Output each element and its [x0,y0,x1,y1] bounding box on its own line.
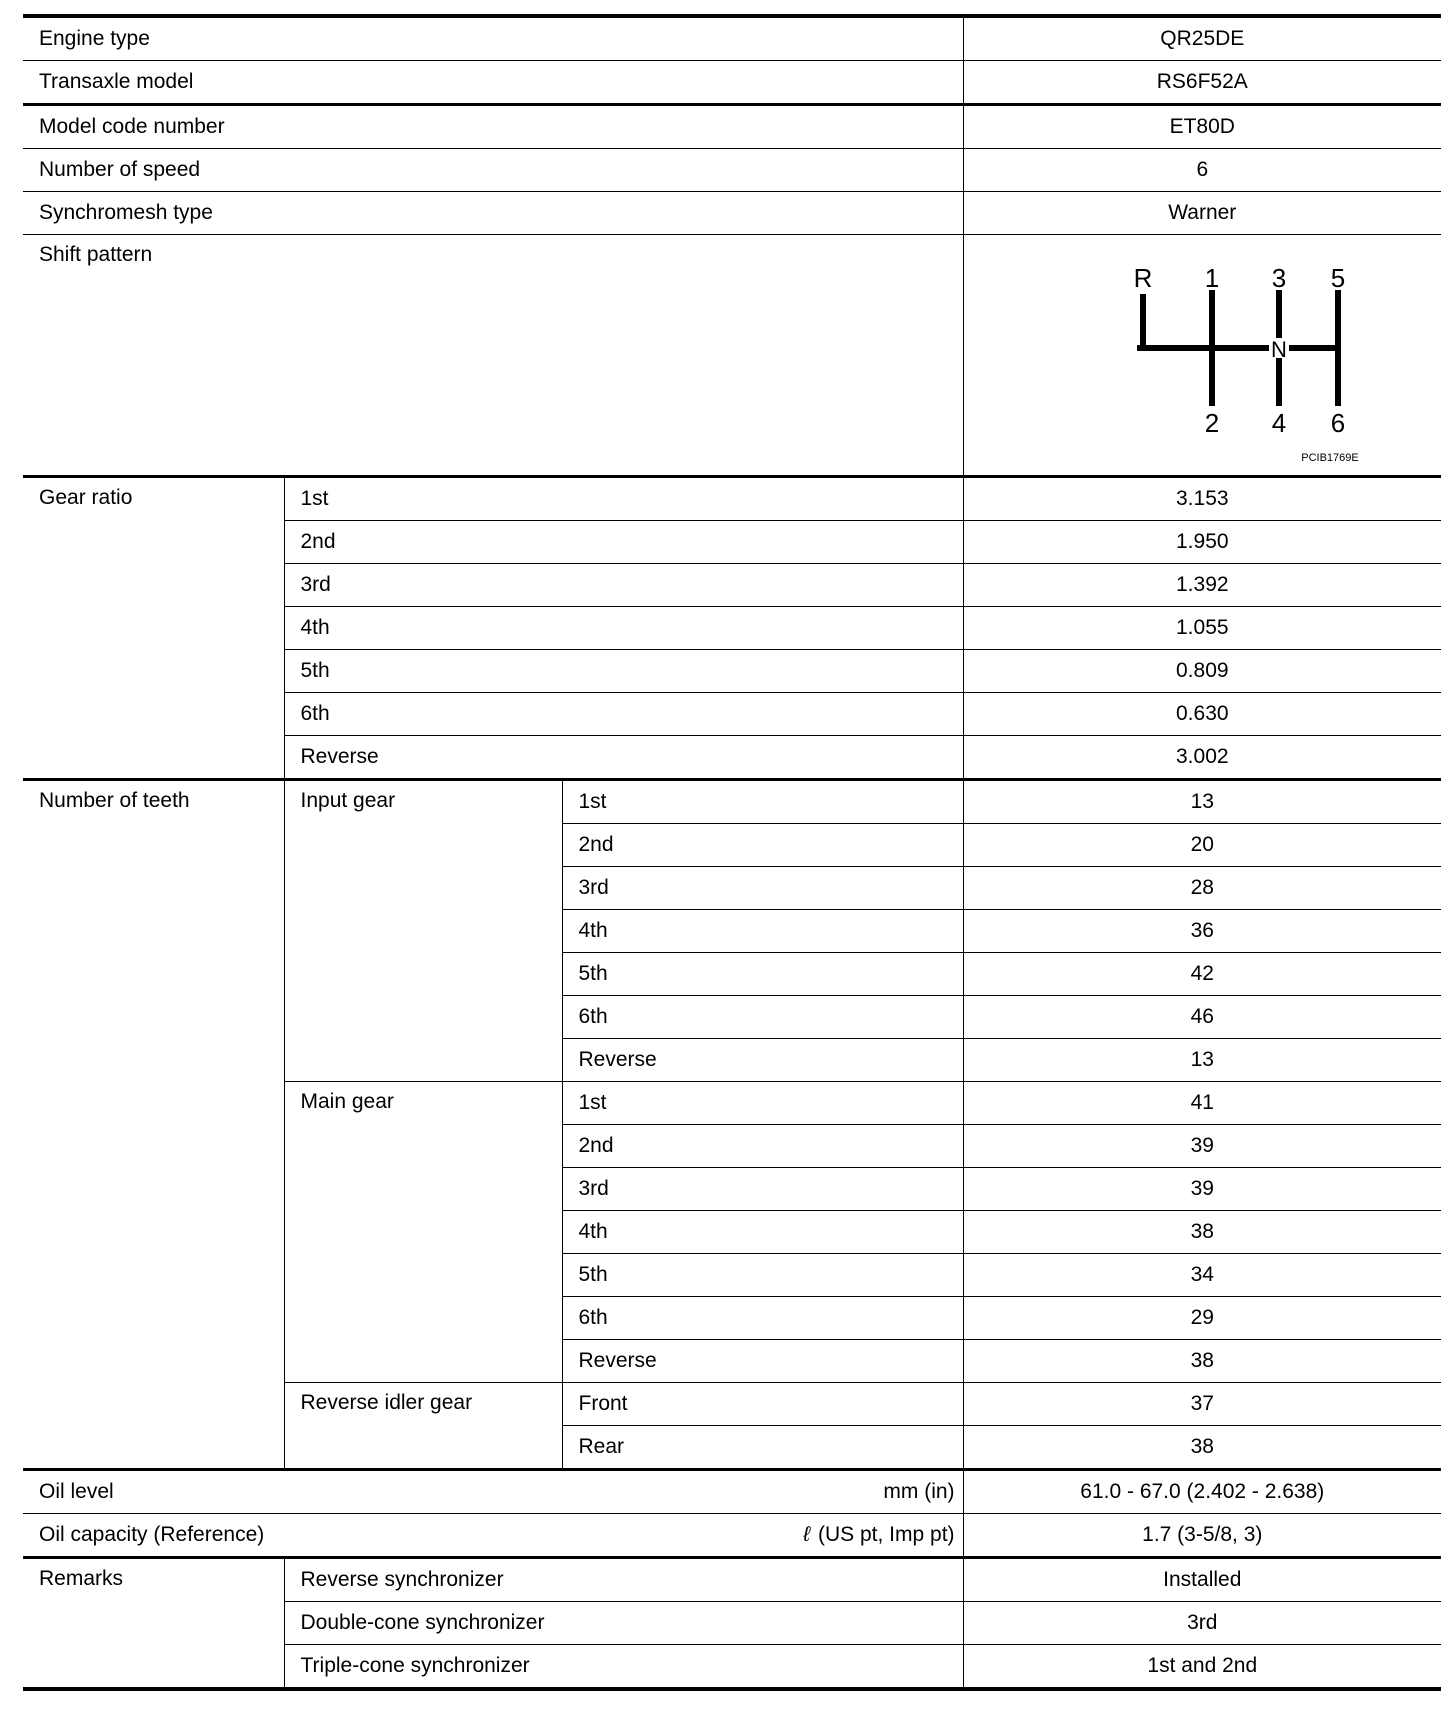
oil-level-value: 61.0 - 67.0 (2.402 - 2.638) [963,1470,1441,1514]
shift-label-2: 2 [1205,408,1220,438]
specifications-table [23,14,1441,1691]
shift-label-1: 1 [1205,263,1220,293]
input-gear-teeth-value: 46 [963,996,1441,1039]
main-gear-label: Main gear [284,1082,562,1383]
main-gear-teeth-value: 39 [963,1125,1441,1168]
oil-level-cell [23,1470,963,1514]
shift-label-3: 3 [1272,263,1287,293]
value-number-of-speed: 6 [963,149,1441,192]
remarks-value: 1st and 2nd [963,1645,1441,1690]
remarks-label: Remarks [23,1558,284,1690]
reverse-idler-gear-gear: Front [562,1383,963,1426]
row-synchromesh-type [23,192,1441,235]
main-gear-teeth-value: 38 [963,1211,1441,1254]
main-gear-gear: 5th [562,1254,963,1297]
row-number-of-speed [23,149,1441,192]
input-gear-teeth-value: 36 [963,910,1441,953]
shift-label-6: 6 [1331,408,1346,438]
remarks-value: Installed [963,1558,1441,1602]
main-gear-gear: Reverse [562,1340,963,1383]
row-model-code [23,105,1441,149]
main-gear-teeth-value: 38 [963,1340,1441,1383]
label-engine-type: Engine type [23,16,963,61]
value-synchromesh-type: Warner [963,192,1441,235]
reverse-idler-gear-label: Reverse idler gear [284,1383,562,1470]
number-of-teeth-label: Number of teeth [23,780,284,1470]
gear-ratio-row [23,477,1441,521]
main-gear-gear: 4th [562,1211,963,1254]
teeth-row [23,780,1441,824]
gear-ratio-gear: 6th [284,693,963,736]
oil-capacity-unit-text: (US pt, Imp pt) [818,1523,955,1546]
label-number-of-speed: Number of speed [23,149,963,192]
input-gear-teeth-value: 28 [963,867,1441,910]
reverse-idler-gear-gear: Rear [562,1426,963,1470]
gear-ratio-gear: 5th [284,650,963,693]
input-gear-gear: 1st [562,780,963,824]
reverse-idler-gear-teeth-value: 38 [963,1426,1441,1470]
gear-ratio-label: Gear ratio [23,477,284,780]
oil-capacity-value: 1.7 (3-5/8, 3) [963,1514,1441,1558]
main-gear-gear: 6th [562,1297,963,1340]
input-gear-label: Input gear [284,780,562,1082]
shift-pattern-diagram [1052,235,1360,475]
oil-capacity-label: Oil capacity (Reference) [39,1523,265,1546]
input-gear-teeth-value: 20 [963,824,1441,867]
row-transaxle-model [23,61,1441,105]
label-synchromesh-type: Synchromesh type [23,192,963,235]
input-gear-teeth-value: 42 [963,953,1441,996]
main-gear-teeth-value: 29 [963,1297,1441,1340]
shift-pattern-cell [963,235,1441,477]
main-gear-teeth-value: 39 [963,1168,1441,1211]
gear-ratio-value: 1.950 [963,521,1441,564]
value-transaxle-model: RS6F52A [963,61,1441,105]
row-oil-capacity [23,1514,1441,1558]
main-gear-gear: 2nd [562,1125,963,1168]
main-gear-gear: 1st [562,1082,963,1125]
oil-capacity-cell [23,1514,963,1558]
value-engine-type: QR25DE [963,16,1441,61]
main-gear-teeth-value: 41 [963,1082,1441,1125]
oil-level-label: Oil level [39,1480,114,1503]
input-gear-gear: 2nd [562,824,963,867]
reverse-idler-gear-teeth-value: 37 [963,1383,1441,1426]
input-gear-gear: 6th [562,996,963,1039]
remarks-row [23,1558,1441,1602]
remarks-item: Double-cone synchronizer [284,1602,963,1645]
input-gear-gear: 3rd [562,867,963,910]
oil-level-unit: mm (in) [883,1480,955,1503]
input-gear-gear: Reverse [562,1039,963,1082]
main-gear-gear: 3rd [562,1168,963,1211]
gear-ratio-value: 1.392 [963,564,1441,607]
shift-label-5: 5 [1331,263,1346,293]
figure-code: PCIB1769E [1301,452,1360,464]
gear-ratio-value: 3.153 [963,477,1441,521]
gear-ratio-value: 0.809 [963,650,1441,693]
label-shift-pattern: Shift pattern [23,235,963,477]
gear-ratio-value: 1.055 [963,607,1441,650]
gear-ratio-value: 3.002 [963,736,1441,780]
gear-ratio-gear: 4th [284,607,963,650]
row-engine-type [23,16,1441,61]
remarks-item: Triple-cone synchronizer [284,1645,963,1690]
shift-label-4: 4 [1272,408,1287,438]
input-gear-teeth-value: 13 [963,780,1441,824]
remarks-value: 3rd [963,1602,1441,1645]
input-gear-gear: 5th [562,953,963,996]
liter-symbol: ℓ [803,1523,810,1546]
label-transaxle-model: Transaxle model [23,61,963,105]
label-model-code: Model code number [23,105,963,149]
row-shift-pattern [23,235,1441,477]
gear-ratio-value: 0.630 [963,693,1441,736]
shift-label-neutral: N [1271,337,1288,362]
gear-ratio-gear: 1st [284,477,963,521]
gear-ratio-gear: 2nd [284,521,963,564]
row-oil-level [23,1470,1441,1514]
value-model-code: ET80D [963,105,1441,149]
shift-label-r: R [1133,263,1153,293]
input-gear-gear: 4th [562,910,963,953]
gear-ratio-gear: 3rd [284,564,963,607]
main-gear-teeth-value: 34 [963,1254,1441,1297]
gear-ratio-gear: Reverse [284,736,963,780]
input-gear-teeth-value: 13 [963,1039,1441,1082]
oil-capacity-unit [803,1523,954,1547]
remarks-item: Reverse synchronizer [284,1558,963,1602]
